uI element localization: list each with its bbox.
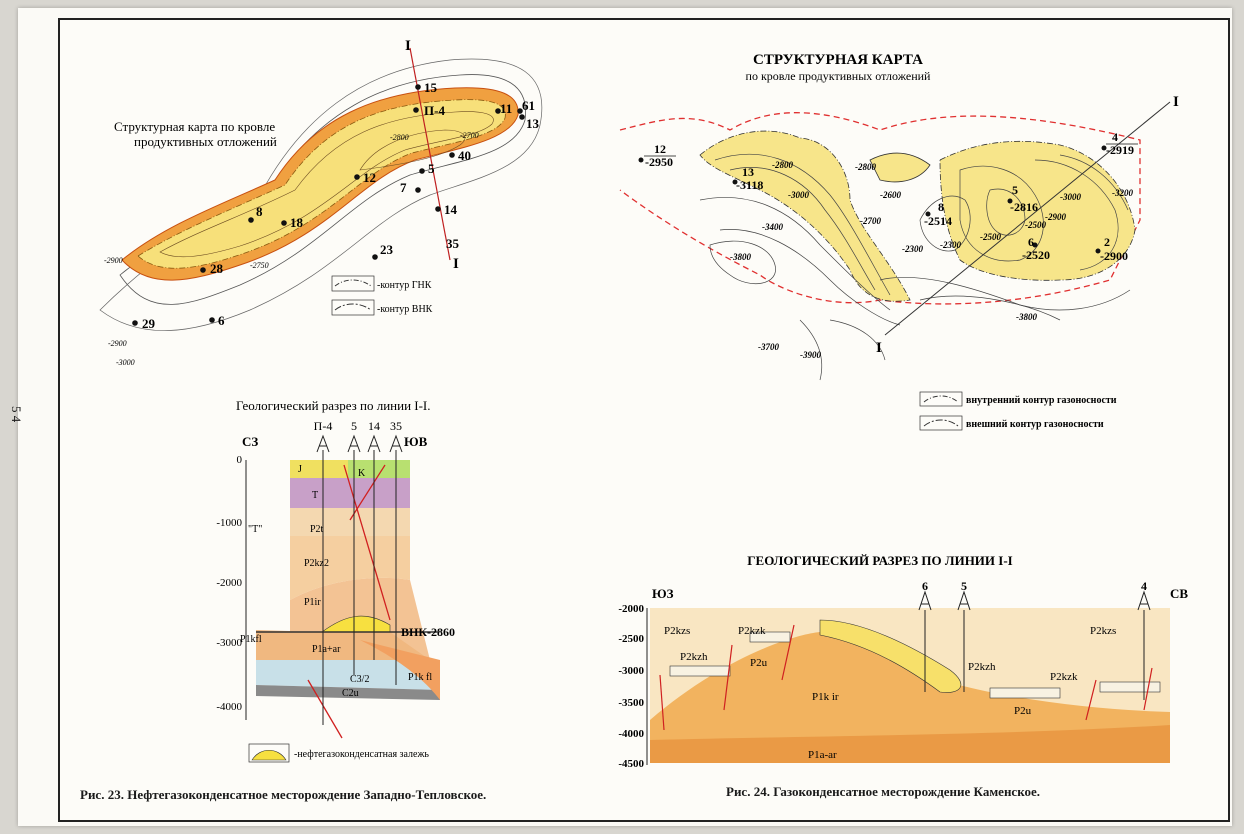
legend-inner-label: внутренний контур газоносности [966, 395, 1117, 406]
svg-text:P1a-ar: P1a-ar [808, 749, 837, 761]
svg-text:P2kzs: P2kzs [1090, 625, 1117, 637]
svg-text:P2kz2: P2kz2 [304, 558, 329, 569]
svg-text:J: J [298, 464, 302, 475]
svg-text:C3/2: C3/2 [350, 674, 370, 685]
section-end-label: I [453, 256, 459, 272]
svg-text:-3000: -3000 [618, 665, 644, 677]
svg-text:P2kzh: P2kzh [968, 661, 996, 673]
right-section-title: ГЕОЛОГИЧЕСКИЙ РАЗРЕЗ ПО ЛИНИИ I-I [747, 553, 1013, 568]
legend-gnk-label: -контур ГНК [377, 280, 432, 291]
svg-text:-2800: -2800 [772, 160, 793, 170]
right-section-well-labels [922, 579, 1147, 593]
derricks [317, 436, 402, 452]
svg-text:8: 8 [938, 200, 944, 214]
svg-text:6: 6 [1028, 235, 1034, 249]
svg-text:P1ir: P1ir [304, 597, 321, 608]
legend-vnk-label: -контур ВНК [377, 304, 433, 315]
svg-text:P2kzk: P2kzk [738, 625, 766, 637]
figure-frame [58, 18, 1230, 822]
well-label: 11 [500, 101, 513, 116]
well-label: П-4 [424, 103, 445, 118]
well-label: 12 [363, 170, 376, 185]
left-geological-section [216, 398, 455, 762]
svg-text:-3400: -3400 [762, 222, 783, 232]
svg-text:-3000: -3000 [1060, 192, 1081, 202]
left-section-title: Геологический разрез по линии I-I. [236, 398, 431, 413]
svg-text:-3900: -3900 [800, 350, 821, 360]
svg-text:-4000: -4000 [216, 701, 242, 713]
well-label: 18 [290, 215, 303, 230]
well-label: 40 [458, 148, 471, 163]
well-label: 7 [400, 180, 407, 195]
left-map-title: Структурная карта по кровле [114, 119, 276, 134]
svg-text:4: 4 [1112, 130, 1118, 144]
svg-text:-2600: -2600 [880, 190, 901, 200]
legend-outer-label: внешний контур газоносности [966, 419, 1104, 430]
svg-text:-2700: -2700 [460, 131, 479, 140]
left-map-legend [332, 276, 433, 315]
svg-text:13: 13 [742, 165, 754, 179]
svg-text:14: 14 [368, 419, 380, 433]
svg-text:-3000: -3000 [788, 190, 809, 200]
well-label: 14 [444, 202, 457, 217]
svg-text:"T": "T" [248, 524, 263, 535]
dir-left: ЮЗ [652, 586, 674, 601]
book-page [9, 8, 1232, 826]
svg-text:C2u: C2u [342, 688, 359, 699]
section-well-labels [314, 419, 402, 433]
well-label: 23 [380, 242, 393, 257]
dir-left: СЗ [242, 434, 259, 449]
svg-text:П-4: П-4 [313, 419, 333, 433]
figures-canvas [60, 20, 1228, 820]
layer-p2t [290, 508, 410, 536]
svg-text:P1kfl: P1kfl [240, 634, 262, 645]
svg-text:35: 35 [390, 419, 402, 433]
svg-text:-2514: -2514 [924, 214, 952, 228]
svg-text:-2500: -2500 [1025, 220, 1046, 230]
svg-text:-3800: -3800 [730, 252, 751, 262]
svg-text:-2950: -2950 [645, 155, 673, 169]
svg-text:-2520: -2520 [1022, 248, 1050, 262]
svg-text:-2500: -2500 [618, 633, 644, 645]
svg-text:P1a+ar: P1a+ar [312, 644, 341, 655]
svg-text:-2900: -2900 [108, 339, 127, 348]
svg-text:K: K [358, 468, 366, 479]
svg-text:-3700: -3700 [758, 342, 779, 352]
svg-text:-2816: -2816 [1010, 200, 1038, 214]
well-label: 6 [218, 313, 225, 328]
well-label: 5 [428, 161, 435, 176]
svg-text:P2t: P2t [310, 524, 324, 535]
svg-text:P2kzh: P2kzh [680, 651, 708, 663]
svg-text:P2u: P2u [750, 657, 768, 669]
right-map-subtitle: по кровле продуктивных отложений [745, 69, 931, 83]
svg-text:-2300: -2300 [902, 244, 923, 254]
svg-text:-4000: -4000 [618, 728, 644, 740]
owc-label: ВНК-2860 [401, 625, 456, 639]
svg-text:-3800: -3800 [1016, 312, 1037, 322]
svg-text:6: 6 [922, 579, 928, 593]
svg-text:-2900: -2900 [1100, 249, 1128, 263]
well-label: 28 [210, 261, 223, 276]
svg-text:-3500: -3500 [618, 697, 644, 709]
svg-text:12: 12 [654, 142, 666, 156]
dir-right: СВ [1170, 586, 1189, 601]
svg-text:P2u: P2u [1014, 705, 1032, 717]
well-label: 61 [522, 98, 535, 113]
well-label: 8 [256, 204, 263, 219]
svg-text:5: 5 [351, 419, 357, 433]
svg-text:-2300: -2300 [940, 240, 961, 250]
svg-text:-2750: -2750 [250, 261, 269, 270]
svg-text:P1k ir: P1k ir [812, 691, 839, 703]
svg-text:-2700: -2700 [860, 216, 881, 226]
gas-zone-middle [870, 153, 930, 182]
well-label: 35 [446, 236, 459, 251]
svg-text:4: 4 [1141, 579, 1147, 593]
svg-text:-3000: -3000 [116, 358, 135, 367]
svg-text:-2919: -2919 [1106, 143, 1134, 157]
right-depth-axis [618, 603, 644, 770]
svg-text:-2900: -2900 [1045, 212, 1066, 222]
svg-text:-2000: -2000 [216, 577, 242, 589]
right-map-legend [920, 392, 1117, 430]
svg-text:-1000: -1000 [216, 517, 242, 529]
svg-text:-3000: -3000 [216, 637, 242, 649]
svg-text:-2900: -2900 [104, 256, 123, 265]
svg-text:T: T [312, 490, 319, 501]
right-derricks [919, 592, 1150, 610]
right-figure-caption: Рис. 24. Газоконденсатное месторождение Каменское. [726, 784, 1041, 799]
section-end-label: I [876, 340, 882, 356]
svg-text:-3200: -3200 [1112, 188, 1133, 198]
svg-text:P2kzs: P2kzs [664, 625, 691, 637]
svg-text:P2kzk: P2kzk [1050, 671, 1078, 683]
section-end-label: I [405, 38, 411, 54]
right-geological-section [618, 553, 1188, 770]
left-map-subtitle: продуктивных отложений [134, 134, 277, 149]
svg-text:-3118: -3118 [736, 178, 764, 192]
svg-text:-4500: -4500 [618, 758, 644, 770]
page-number: 5 4 [9, 406, 24, 423]
svg-text:-2000: -2000 [618, 603, 644, 615]
right-structural-map [620, 52, 1179, 430]
section-end-label: I [1173, 94, 1179, 110]
svg-text:-2800: -2800 [855, 162, 876, 172]
svg-text:5: 5 [1012, 183, 1018, 197]
layer-t [290, 478, 410, 508]
svg-text:2: 2 [1104, 235, 1110, 249]
dir-right: ЮВ [404, 434, 428, 449]
right-map-title: СТРУКТУРНАЯ КАРТА [753, 52, 923, 68]
svg-text:0: 0 [236, 454, 242, 466]
left-structural-map [100, 38, 542, 367]
well-label: 29 [142, 316, 155, 331]
left-depth-axis [216, 454, 242, 713]
svg-text:-2500: -2500 [980, 232, 1001, 242]
svg-text:P1k fl: P1k fl [408, 672, 433, 683]
svg-text:-2800: -2800 [390, 133, 409, 142]
left-figure-caption: Рис. 23. Нефтегазоконденсатное месторождение Западно-Тепловское. [80, 787, 487, 802]
svg-text:5: 5 [961, 579, 967, 593]
well-label: 15 [424, 80, 437, 95]
deposit-legend-label: -нефтегазоконденсатная залежь [294, 749, 429, 760]
well-label: 13 [526, 116, 539, 131]
